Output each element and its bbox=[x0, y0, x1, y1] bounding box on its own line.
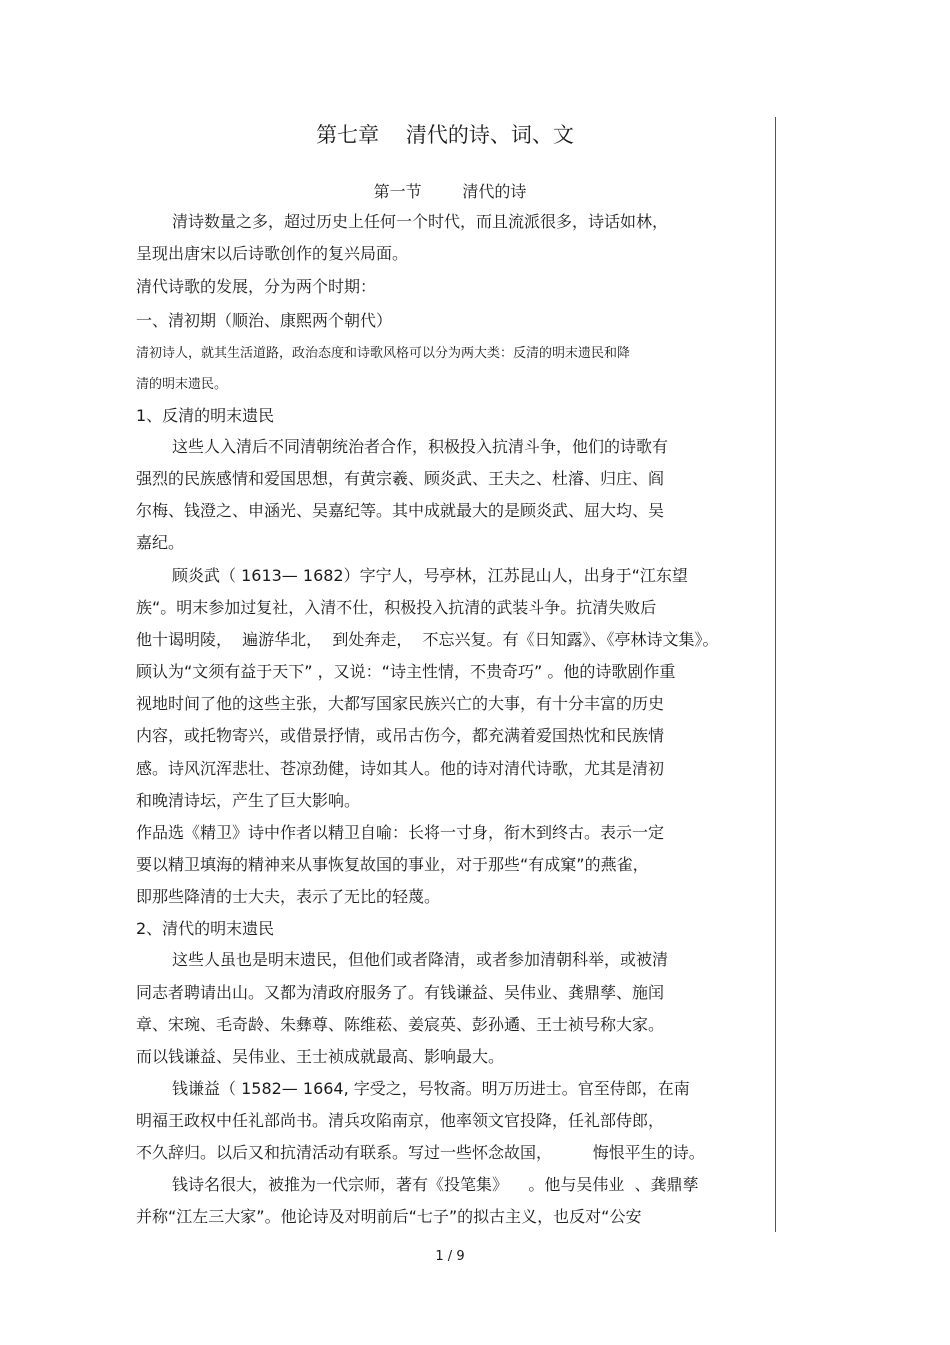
paragraph-line: 视地时间了他的这些主张，大都写国家民族兴亡的大事，有十分丰富的历史 bbox=[136, 694, 665, 713]
chapter-title: 第七章 清代的诗、词、文 bbox=[316, 123, 574, 147]
paragraph-line: 清初诗人，就其生活道路，政治态度和诗歌风格可以分为两大类：反清的明末遗民和降 bbox=[136, 346, 631, 361]
heading-line: 1、反清的明末遗民 bbox=[136, 406, 275, 425]
paragraph-line: 并称“江左三大家”。他论诗及对明前后“七子”的拟古主义，也反对“公安 bbox=[136, 1207, 642, 1226]
paragraph-line: 清的明末遗民。 bbox=[136, 377, 228, 392]
paragraph-line: 嘉纪。 bbox=[136, 533, 185, 552]
paragraph-line: 族“。明末参加过复社，入清不仕，积极投入抗清的武装斗争。抗清失败后 bbox=[136, 598, 657, 617]
heading-line: 2、清代的明末遗民 bbox=[136, 919, 275, 938]
paragraph-line: 顾炎武（ 1613— 1682）字宁人，号亭林，江苏昆山人，出身于“江东望 bbox=[172, 566, 688, 585]
paragraph-line: 这些人入清后不同清朝统治者合作，积极投入抗清斗争，他们的诗歌有 bbox=[172, 437, 669, 456]
paragraph-line: 而以钱谦益、吴伟业、王士祯成就最高、影响最大。 bbox=[136, 1047, 505, 1066]
paragraph-line: 这些人虽也是明末遗民，但他们或者降清，或者参加清朝科举，或被清 bbox=[172, 950, 669, 969]
paragraph-line: 钱谦益（ 1582— 1664, 字受之，号牧斋。明万历进士。官至侍郎，在南 bbox=[172, 1079, 690, 1098]
paragraph-line: 顾认为“文须有益于天下” ，又说：“诗主性情，不贵奇巧” 。他的诗歌剧作重 bbox=[136, 662, 676, 681]
paragraph-line: 不久辞归。以后又和抗清活动有联系。写过一些怀念故国， 悔恨平生的诗。 bbox=[136, 1143, 705, 1162]
paragraph-line: 尔梅、钱澄之、申涵光、吴嘉纪等。其中成就最大的是顾炎武、屈大均、吴 bbox=[136, 501, 665, 520]
paragraph-line: 明福王政权中任礼部尚书。清兵攻陷南京，他率领文官投降，任礼部侍郎， bbox=[136, 1111, 665, 1130]
section-title: 第一节 清代的诗 bbox=[373, 182, 527, 201]
paragraph-line: 要以精卫填海的精神来从事恢复故国的事业，对于那些“有成窠”的燕雀， bbox=[136, 855, 649, 874]
heading-line: 一、清初期（顺治、康熙两个朝代） bbox=[136, 311, 393, 330]
paragraph-line: 作品选《精卫》诗中作者以精卫自喻：长将一寸身，衔木到终古。表示一定 bbox=[136, 823, 665, 842]
paragraph-line: 呈现出唐宋以后诗歌创作的复兴局面。 bbox=[136, 244, 409, 263]
paragraph-line: 即那些降清的士大夫，表示了无比的轻蔑。 bbox=[136, 887, 441, 906]
page-number: 1 / 9 bbox=[435, 1249, 465, 1264]
paragraph-line: 章、宋琬、毛奇龄、朱彝尊、陈维菘、姜宸英、彭孙遹、王士祯号称大家。 bbox=[136, 1015, 665, 1034]
paragraph-line: 和晚清诗坛，产生了巨大影响。 bbox=[136, 791, 361, 810]
paragraph-line: 强烈的民族感情和爱国思想，有黄宗羲、顾炎武、王夫之、杜濬、归庄、阎 bbox=[136, 469, 665, 488]
paragraph-line: 同志者聘请出山。又都为清政府服务了。有钱谦益、吴伟业、龚鼎孳、施闰 bbox=[136, 983, 665, 1002]
paragraph-line: 感。诗风沉浑悲壮、苍凉劲健，诗如其人。他的诗对清代诗歌，尤其是清初 bbox=[136, 759, 665, 778]
margin-rule bbox=[775, 117, 776, 1232]
paragraph-line: 清诗数量之多，超过历史上任何一个时代，而且流派很多，诗话如林， bbox=[172, 212, 669, 231]
paragraph-line: 清代诗歌的发展，分为两个时期： bbox=[136, 277, 377, 296]
paragraph-line: 他十谒明陵， 遍游华北， 到处奔走， 不忘兴复。有《日知露》、《亭林诗文集》。 bbox=[136, 630, 719, 649]
paragraph-line: 内容，或托物寄兴，或借景抒情，或吊古伤今，都充满着爱国热忱和民族情 bbox=[136, 726, 665, 745]
paragraph-line: 钱诗名很大，被推为一代宗师，著有《投笔集》 。他与吴伟业 、龚鼎孳 bbox=[172, 1175, 699, 1194]
